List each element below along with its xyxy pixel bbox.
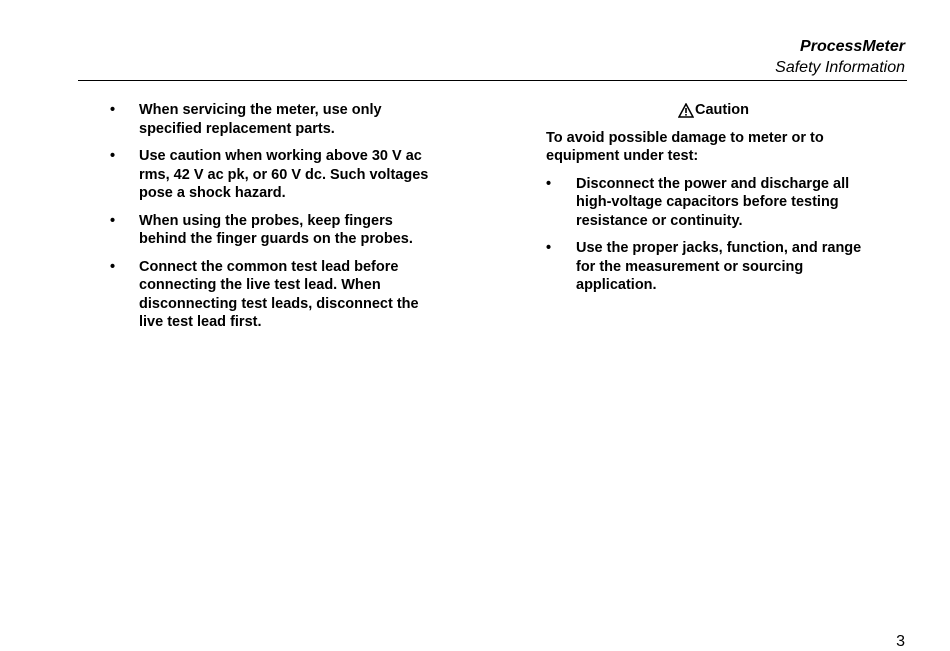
list-item-text: When servicing the meter, use only specified replacement parts. xyxy=(139,102,382,137)
list-item-text: Disconnect the power and discharge all high-voltage capacitors before testing resistance or continuity. xyxy=(576,175,850,229)
bullet-glyph: • xyxy=(110,258,116,275)
bullet-glyph: • xyxy=(110,212,116,229)
list-item xyxy=(110,212,440,249)
bullet-glyph: • xyxy=(546,175,552,192)
list-item-text: Use caution when working above 30 V ac rms, 42 V ac pk, or 60 V dc. Such voltages pose a shock hazard. xyxy=(139,148,429,201)
left-column xyxy=(110,101,440,341)
list-item xyxy=(110,147,440,203)
header-subtitle: Safety Information xyxy=(775,59,905,76)
right-column xyxy=(546,101,881,304)
page-number: 3 xyxy=(896,633,905,650)
left-bullet-list xyxy=(110,101,440,332)
bullet-glyph: • xyxy=(546,240,552,256)
list-item-text: Use the proper jacks, function, and range for the measurement or sourcing application. xyxy=(576,240,862,293)
page-header xyxy=(775,36,905,78)
list-item xyxy=(546,239,881,295)
caution-label: Caution xyxy=(695,102,749,118)
caution-heading xyxy=(546,101,881,120)
caution-intro: To avoid possible damage to meter or to equipment under test: xyxy=(546,129,824,164)
list-item-text: Connect the common test lead before connecting the live test lead. When disconnecting test leads, disconnect the live test lead first. xyxy=(139,258,419,330)
list-item xyxy=(110,101,440,138)
header-title: ProcessMeter xyxy=(800,38,905,55)
list-item xyxy=(110,258,440,332)
warning-triangle-icon xyxy=(678,103,694,118)
list-item-text: When using the probes, keep fingers behind the finger guards on the probes. xyxy=(139,212,413,247)
bullet-glyph: • xyxy=(110,148,116,164)
list-item xyxy=(546,175,881,231)
header-rule xyxy=(78,80,907,81)
right-bullet-list xyxy=(546,175,881,295)
bullet-glyph: • xyxy=(110,102,116,118)
